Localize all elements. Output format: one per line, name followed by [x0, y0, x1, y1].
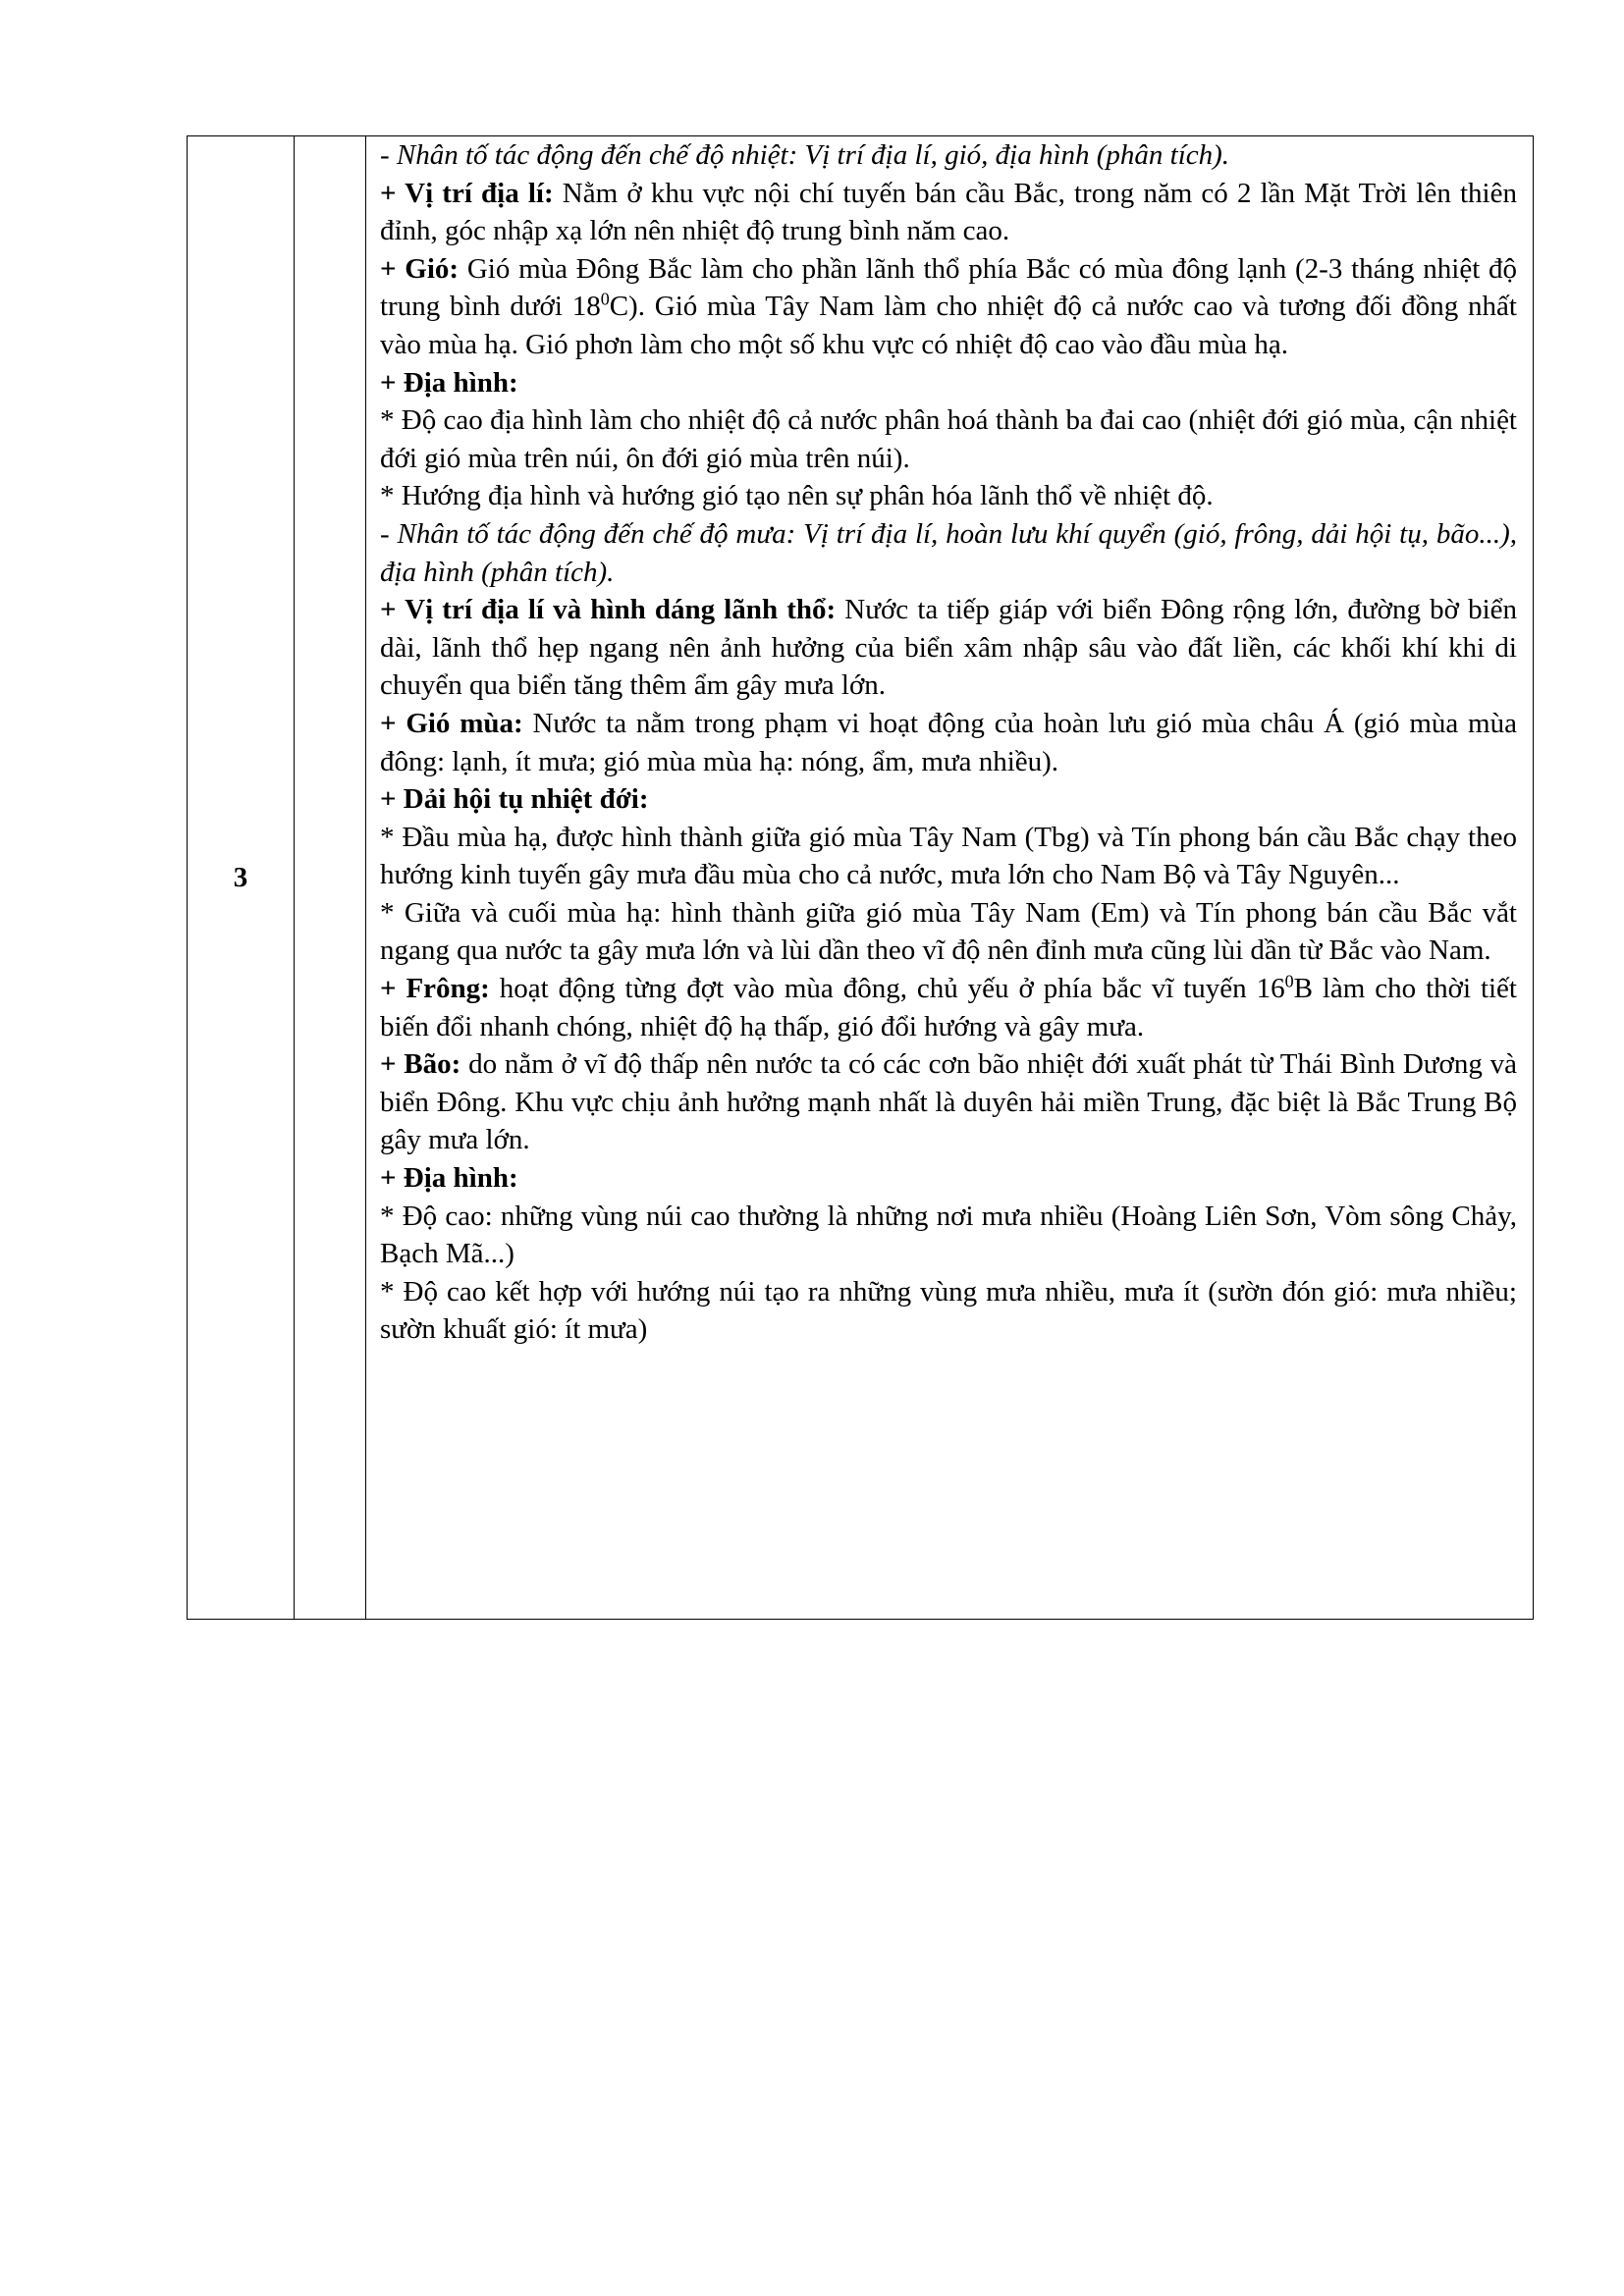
- question-number: 3: [233, 861, 248, 893]
- front-paragraph: + Frông: hoạt động từng đợt vào mùa đông, chủ yếu ở phía bắc vĩ tuyến $16^0B$ làm cho thời tiết biến đổi nhanh chóng, nhiệt độ hạ thấp, gió đổi hướng và gây mưa.: [380, 971, 1517, 1042]
- rain-factors-heading: - Nhân tố tác động đến chế độ mưa: Vị trí địa lí, hoàn lưu khí quyển (gió, frông, dải hội tụ, bão...), địa hình (phân tích).: [380, 517, 1517, 588]
- altitude-direction-rain-paragraph: * Độ cao kết hợp với hướng núi tạo ra những vùng mưa nhiều, mưa ít (sườn đón gió: mưa nhiều; sườn khuất gió: ít mưa): [380, 1275, 1517, 1346]
- table-row: [188, 136, 1534, 1620]
- question-number-cell: [188, 136, 295, 1620]
- storm-paragraph: + Bão: do nằm ở vĩ độ thấp nên nước ta có các cơn bão nhiệt đới xuất phát từ Thái Bình Dương và biển Đông. Khu vực chịu ảnh hưởng mạnh nhất là duyên hải miền Trung, đặc biệt là Bắc Trung Bộ gây mưa lớn.: [380, 1048, 1517, 1156]
- altitude-temperature-paragraph: * Độ cao địa hình làm cho nhiệt độ cả nước phân hoá thành ba đai cao (nhiệt đới gió mùa, cận nhiệt đới gió mùa trên núi, ôn đới gió mùa trên núi).: [380, 404, 1517, 474]
- sub-number-cell: [295, 136, 366, 1620]
- wind-temperature-paragraph: + Gió: Gió mùa Đông Bắc làm cho phần lãnh thổ phía Bắc có mùa đông lạnh (2-3 tháng nhiệt độ trung bình dưới $18^0C$). Gió mùa Tây Nam làm cho nhiệt độ cả nước cao và tương đối đồng nhất vào mùa hạ. Gió phơn làm cho một số khu vực có nhiệt độ cao vào đầu mùa hạ.: [380, 252, 1518, 360]
- location-temperature-paragraph: + Vị trí địa lí: Nằm ở khu vực nội chí tuyến bán cầu Bắc, trong năm có 2 lần Mặt Trời lên thiên đỉnh, góc nhập xạ lớn nên nhiệt độ trung bình năm cao.: [380, 177, 1517, 247]
- itcz-heading: + Dải hội tụ nhiệt đới:: [380, 783, 649, 816]
- itcz-mid-late-summer-paragraph: * Giữa và cuối mùa hạ: hình thành giữa gió mùa Tây Nam (Em) và Tín phong bán cầu Bắc vắt ngang qua nước ta gây mưa lớn và lùi dần theo vĩ độ nên đỉnh mưa cũng lùi dần từ Bắc vào Nam.: [380, 896, 1517, 967]
- itcz-early-summer-paragraph: * Đầu mùa hạ, được hình thành giữa gió mùa Tây Nam (Tbg) và Tín phong bán cầu Bắc chạy theo hướng kinh tuyến gây mưa đầu mùa cho cả nước, mưa lớn cho Nam Bộ và Tây Nguyên...: [380, 821, 1517, 891]
- altitude-rain-paragraph: * Độ cao: những vùng núi cao thường là những nơi mưa nhiều (Hoàng Liên Sơn, Vòm sông Chảy, Bạch Mã...): [380, 1200, 1517, 1270]
- answer-table: [187, 135, 1534, 1620]
- answer-content-cell: [366, 136, 1534, 1620]
- terrain-temperature-heading: + Địa hình:: [380, 366, 518, 399]
- terrain-direction-paragraph: * Hướng địa hình và hướng gió tạo nên sự phân hóa lãnh thổ về nhiệt độ.: [380, 480, 1214, 512]
- temperature-factors-heading: - Nhân tố tác động đến chế độ nhiệt: Vị trí địa lí, gió, địa hình (phân tích).: [380, 139, 1230, 171]
- monsoon-rain-paragraph: + Gió mùa: Nước ta nằm trong phạm vi hoạt động của hoàn lưu gió mùa châu Á (gió mùa mùa đông: lạnh, ít mưa; gió mùa mùa hạ: nóng, ẩm, mưa nhiều).: [380, 707, 1517, 777]
- location-shape-rain-paragraph: + Vị trí địa lí và hình dáng lãnh thổ: Nước ta tiếp giáp với biển Đông rộng lớn, đường bờ biển dài, lãnh thổ hẹp ngang nên ảnh hưởng của biển xâm nhập sâu vào đất liền, các khối khí khi di chuyển qua biển tăng thêm ẩm gây mưa lớn.: [380, 594, 1517, 702]
- terrain-rain-heading: + Địa hình:: [380, 1162, 518, 1195]
